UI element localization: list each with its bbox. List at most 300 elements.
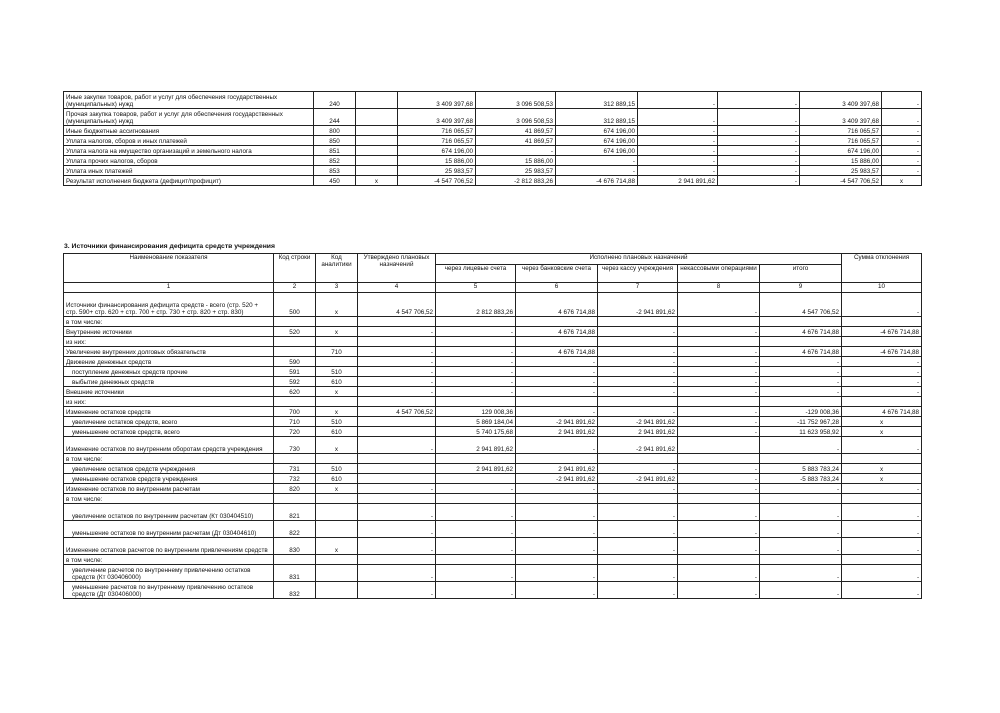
section-title: 3. Источники финансирования дефицита средств учреждения: [64, 243, 275, 250]
cell-cash: -2 941 891,62: [598, 437, 678, 454]
cell-approved: -: [358, 484, 436, 494]
cell-personal: 41 869,57: [476, 126, 556, 136]
cell-noncash: -: [718, 166, 800, 176]
cell-deviation: -: [842, 504, 922, 521]
cell-total: 3 409 397,68: [800, 109, 882, 126]
cell-personal: -: [436, 484, 516, 494]
cell-personal: [436, 397, 516, 407]
cell-name: Изменение остатков средств: [64, 407, 274, 417]
source-row: [64, 582, 922, 599]
cell-deviation: -: [882, 156, 922, 166]
cell-deviation: -: [882, 136, 922, 146]
cell-noncash: -: [678, 582, 760, 599]
cell-bank: -: [516, 367, 598, 377]
cell-noncash: -: [678, 377, 760, 387]
cell-personal: 3 096 508,53: [476, 92, 556, 109]
cell-analytic: 710: [316, 347, 358, 357]
cell-analytic: x: [356, 176, 398, 186]
cell-cash: [598, 337, 678, 347]
header-executed: Исполнено плановых назначений: [436, 254, 842, 265]
cell-analytic: [316, 555, 358, 565]
cell-code: [274, 337, 316, 347]
cell-noncash: -: [678, 407, 760, 417]
source-row: [64, 538, 922, 555]
column-number: 1: [64, 283, 274, 293]
cell-name: Внешние источники: [64, 387, 274, 397]
cell-bank: 2 941 891,62: [516, 464, 598, 474]
financing-sources-table: [63, 253, 922, 599]
cell-analytic: x: [316, 538, 358, 555]
cell-total: -: [760, 565, 842, 582]
cell-deviation: -: [842, 538, 922, 555]
cell-total: [760, 494, 842, 504]
cell-personal: 2 941 891,62: [436, 464, 516, 474]
cell-name: Уплата прочих налогов, сборов: [64, 156, 314, 166]
cell-analytic: 610: [316, 474, 358, 484]
cell-noncash: [678, 397, 760, 407]
cell-approved: -: [358, 367, 436, 377]
cell-approved: [358, 427, 436, 437]
cell-total: [760, 397, 842, 407]
cell-approved: [358, 317, 436, 327]
cell-code: 853: [314, 166, 356, 176]
cell-analytic: [316, 337, 358, 347]
source-row: [64, 484, 922, 494]
cell-noncash: [678, 454, 760, 464]
cell-name: уменьшение остатков средств, всего: [64, 427, 274, 437]
cell-bank: 4 676 714,88: [516, 347, 598, 357]
cell-bank: [516, 317, 598, 327]
cell-approved: [358, 494, 436, 504]
expense-row: [64, 92, 922, 109]
cell-analytic: [316, 454, 358, 464]
cell-approved: [358, 474, 436, 484]
cell-approved: 3 409 397,68: [398, 92, 476, 109]
cell-code: 710: [274, 417, 316, 427]
cell-noncash: -: [678, 504, 760, 521]
column-number: 5: [436, 283, 516, 293]
expense-row: [64, 176, 922, 186]
cell-analytic: [316, 397, 358, 407]
cell-noncash: [678, 317, 760, 327]
source-row: [64, 367, 922, 377]
cell-approved: [358, 397, 436, 407]
cell-personal: 5 740 175,68: [436, 427, 516, 437]
cell-approved: -: [358, 504, 436, 521]
cell-total: -: [760, 377, 842, 387]
cell-deviation: [842, 494, 922, 504]
cell-code: 830: [274, 538, 316, 555]
cell-deviation: x: [842, 427, 922, 437]
cell-total: 3 409 397,68: [800, 92, 882, 109]
cell-bank: 312 889,15: [556, 92, 638, 109]
cell-approved: [358, 555, 436, 565]
cell-analytic: [356, 109, 398, 126]
source-row: [64, 327, 922, 337]
cell-cash: -: [598, 538, 678, 555]
cell-bank: -: [516, 565, 598, 582]
cell-total: -: [760, 387, 842, 397]
source-row: [64, 504, 922, 521]
cell-name: Прочая закупка товаров, работ и услуг для обеспечения государственных (муниципальных) нужд: [64, 109, 314, 126]
cell-cash: -: [638, 166, 718, 176]
cell-analytic: [316, 494, 358, 504]
cell-total: -: [760, 521, 842, 538]
cell-personal: 2 812 883,26: [436, 293, 516, 317]
expense-row: [64, 166, 922, 176]
cell-total: 15 886,00: [800, 156, 882, 166]
cell-noncash: -: [678, 327, 760, 337]
source-row: [64, 293, 922, 317]
source-row: [64, 464, 922, 474]
cell-analytic: x: [316, 484, 358, 494]
cell-noncash: -: [718, 176, 800, 186]
cell-total: -: [760, 357, 842, 367]
cell-personal: -: [436, 521, 516, 538]
cell-personal: 129 008,36: [436, 407, 516, 417]
column-number: 4: [358, 283, 436, 293]
cell-cash: 2 941 891,62: [598, 427, 678, 437]
cell-total: 11 623 958,92: [760, 427, 842, 437]
cell-bank: -4 676 714,88: [556, 176, 638, 186]
column-number: 8: [678, 283, 760, 293]
cell-personal: -: [436, 538, 516, 555]
header-analytic: Код аналитики: [316, 254, 358, 283]
cell-analytic: [356, 166, 398, 176]
cell-code: [274, 347, 316, 357]
cell-personal: 2 941 891,62: [436, 437, 516, 454]
cell-bank: -: [516, 357, 598, 367]
cell-personal: 25 983,57: [476, 166, 556, 176]
cell-name: в том числе:: [64, 454, 274, 464]
cell-deviation: -: [882, 126, 922, 136]
cell-bank: 2 941 891,62: [516, 427, 598, 437]
cell-analytic: [316, 521, 358, 538]
cell-deviation: -: [882, 146, 922, 156]
cell-total: [760, 337, 842, 347]
cell-code: 822: [274, 521, 316, 538]
cell-analytic: [356, 156, 398, 166]
cell-analytic: [356, 146, 398, 156]
cell-deviation: -: [842, 484, 922, 494]
cell-analytic: 610: [316, 377, 358, 387]
cell-noncash: -: [718, 109, 800, 126]
cell-bank: 312 889,15: [556, 109, 638, 126]
source-row: [64, 417, 922, 427]
cell-approved: -: [358, 565, 436, 582]
cell-code: 821: [274, 504, 316, 521]
cell-approved: -: [358, 437, 436, 454]
cell-code: 720: [274, 427, 316, 437]
header-code: Код строки: [274, 254, 316, 283]
cell-name: в том числе:: [64, 317, 274, 327]
cell-approved: 4 547 706,52: [358, 407, 436, 417]
cell-cash: -: [638, 126, 718, 136]
cell-noncash: -: [718, 156, 800, 166]
cell-cash: [598, 397, 678, 407]
cell-analytic: 510: [316, 464, 358, 474]
cell-cash: -2 941 891,62: [598, 293, 678, 317]
cell-analytic: [316, 317, 358, 327]
cell-name: Уплата налога на имущество организаций и земельного налога: [64, 146, 314, 156]
source-row: [64, 565, 922, 582]
cell-approved: 3 409 397,68: [398, 109, 476, 126]
cell-deviation: -: [842, 521, 922, 538]
header-noncash: некассовыми операциями: [678, 265, 760, 283]
cell-personal: -: [436, 357, 516, 367]
cell-total: [760, 454, 842, 464]
cell-deviation: x: [842, 417, 922, 427]
cell-approved: 25 983,57: [398, 166, 476, 176]
cell-bank: [516, 337, 598, 347]
cell-cash: -: [598, 521, 678, 538]
cell-total: -: [760, 582, 842, 599]
cell-bank: -: [556, 156, 638, 166]
cell-code: 731: [274, 464, 316, 474]
cell-code: 520: [274, 327, 316, 337]
cell-noncash: [678, 337, 760, 347]
cell-bank: -: [516, 484, 598, 494]
cell-approved: 4 547 706,52: [358, 293, 436, 317]
cell-total: -: [760, 437, 842, 454]
cell-bank: -: [556, 166, 638, 176]
cell-name: Движение денежных средств: [64, 357, 274, 367]
cell-total: -11 752 967,28: [760, 417, 842, 427]
cell-bank: -2 941 891,62: [516, 417, 598, 427]
cell-deviation: -: [842, 357, 922, 367]
cell-cash: -: [598, 367, 678, 377]
cell-name: Результат исполнения бюджета (дефицит/профицит): [64, 176, 314, 186]
cell-noncash: -: [718, 136, 800, 146]
cell-bank: 4 676 714,88: [516, 293, 598, 317]
cell-code: 240: [314, 92, 356, 109]
cell-noncash: -: [678, 565, 760, 582]
header-name: Наименование показателя: [64, 254, 274, 283]
cell-code: 730: [274, 437, 316, 454]
header-cash: через кассу учреждения: [598, 265, 678, 283]
cell-bank: -: [516, 582, 598, 599]
cell-cash: -: [638, 109, 718, 126]
cell-total: -5 883 783,24: [760, 474, 842, 484]
cell-approved: [358, 337, 436, 347]
source-row: [64, 387, 922, 397]
header-personal: через лицевые счета: [436, 265, 516, 283]
cell-deviation: [842, 337, 922, 347]
cell-code: 700: [274, 407, 316, 417]
cell-code: 500: [274, 293, 316, 317]
cell-personal: 15 886,00: [476, 156, 556, 166]
cell-name: уменьшение остатков по внутренним расчетам (Дт 030404610): [64, 521, 274, 538]
cell-name: уменьшение остатков средств учреждения: [64, 474, 274, 484]
column-number: 2: [274, 283, 316, 293]
cell-deviation: 4 676 714,88: [842, 407, 922, 417]
cell-deviation: -: [842, 437, 922, 454]
cell-analytic: [316, 565, 358, 582]
cell-approved: [358, 417, 436, 427]
cell-approved: [358, 464, 436, 474]
cell-analytic: 510: [316, 417, 358, 427]
cell-deviation: -: [882, 92, 922, 109]
cell-cash: -2 941 891,62: [598, 474, 678, 484]
expenses-table: [63, 91, 922, 186]
cell-deviation: x: [882, 176, 922, 186]
cell-analytic: [316, 357, 358, 367]
cell-name: поступление денежных средств прочие: [64, 367, 274, 377]
cell-noncash: -: [718, 146, 800, 156]
cell-analytic: [356, 126, 398, 136]
cell-personal: [436, 317, 516, 327]
cell-bank: 674 196,00: [556, 126, 638, 136]
cell-name: выбытие денежных средств: [64, 377, 274, 387]
cell-deviation: [842, 397, 922, 407]
cell-personal: 3 096 508,53: [476, 109, 556, 126]
cell-name: Увеличение внутренних долговых обязательств: [64, 347, 274, 357]
cell-cash: [598, 555, 678, 565]
expense-row: [64, 126, 922, 136]
cell-personal: -: [436, 565, 516, 582]
source-row: [64, 437, 922, 454]
cell-cash: -: [638, 156, 718, 166]
cell-noncash: [678, 555, 760, 565]
cell-bank: -: [516, 377, 598, 387]
cell-deviation: -: [842, 387, 922, 397]
cell-cash: -: [598, 504, 678, 521]
cell-code: 832: [274, 582, 316, 599]
cell-total: 4 676 714,88: [760, 327, 842, 337]
cell-approved: [358, 454, 436, 464]
cell-cash: -: [638, 146, 718, 156]
cell-name: из них:: [64, 337, 274, 347]
cell-total: [760, 555, 842, 565]
cell-noncash: -: [678, 417, 760, 427]
cell-analytic: x: [316, 407, 358, 417]
cell-bank: [516, 454, 598, 464]
cell-name: Изменение остатков расчетов по внутренним привлечениям средств: [64, 538, 274, 555]
cell-noncash: -: [678, 367, 760, 377]
cell-approved: 674 196,00: [398, 146, 476, 156]
source-row: [64, 357, 922, 367]
cell-personal: -: [436, 504, 516, 521]
cell-approved: 716 065,57: [398, 136, 476, 146]
cell-total: 4 676 714,88: [760, 347, 842, 357]
cell-name: Внутренние источники: [64, 327, 274, 337]
cell-total: -: [760, 504, 842, 521]
cell-noncash: -: [678, 347, 760, 357]
cell-cash: -: [638, 136, 718, 146]
cell-code: [274, 454, 316, 464]
cell-deviation: -: [842, 367, 922, 377]
cell-name: Изменение остатков по внутренним оборотам средств учреждения: [64, 437, 274, 454]
expense-row: [64, 136, 922, 146]
cell-bank: [516, 494, 598, 504]
source-row: [64, 494, 922, 504]
cell-noncash: -: [678, 484, 760, 494]
cell-approved: -: [358, 538, 436, 555]
cell-bank: -: [516, 387, 598, 397]
cell-code: 850: [314, 136, 356, 146]
expense-row: [64, 156, 922, 166]
column-number: 9: [760, 283, 842, 293]
cell-personal: -: [436, 582, 516, 599]
cell-bank: [516, 397, 598, 407]
cell-analytic: x: [316, 293, 358, 317]
cell-total: -129 008,36: [760, 407, 842, 417]
source-row: [64, 427, 922, 437]
cell-bank: 674 196,00: [556, 136, 638, 146]
header-deviation: Сумма отклонения: [842, 254, 922, 283]
cell-deviation: -: [882, 166, 922, 176]
cell-noncash: -: [678, 538, 760, 555]
cell-deviation: -: [842, 293, 922, 317]
cell-cash: [598, 317, 678, 327]
cell-deviation: x: [842, 464, 922, 474]
cell-noncash: -: [678, 387, 760, 397]
cell-approved: -: [358, 387, 436, 397]
cell-approved: -4 547 706,52: [398, 176, 476, 186]
cell-noncash: -: [678, 357, 760, 367]
cell-bank: -: [516, 504, 598, 521]
cell-analytic: [356, 92, 398, 109]
cell-personal: -: [436, 327, 516, 337]
cell-code: 800: [314, 126, 356, 136]
cell-name: Иные бюджетные ассигнования: [64, 126, 314, 136]
cell-bank: [516, 555, 598, 565]
cell-total: 716 065,57: [800, 126, 882, 136]
cell-code: 244: [314, 109, 356, 126]
cell-analytic: 610: [316, 427, 358, 437]
cell-cash: [598, 454, 678, 464]
cell-analytic: [316, 582, 358, 599]
cell-name: увеличение остатков по внутренним расчетам (Кт 030404510): [64, 504, 274, 521]
cell-cash: -2 941 891,62: [598, 417, 678, 427]
cell-personal: -: [436, 387, 516, 397]
cell-name: из них:: [64, 397, 274, 407]
cell-code: [274, 555, 316, 565]
cell-cash: -: [638, 92, 718, 109]
cell-total: 5 883 783,24: [760, 464, 842, 474]
cell-approved: -: [358, 377, 436, 387]
cell-code: 820: [274, 484, 316, 494]
cell-noncash: [678, 494, 760, 504]
cell-noncash: -: [718, 126, 800, 136]
expense-row: [64, 146, 922, 156]
cell-cash: -: [598, 464, 678, 474]
cell-code: [274, 494, 316, 504]
cell-analytic: x: [316, 437, 358, 454]
cell-cash: -: [598, 387, 678, 397]
cell-deviation: -4 676 714,88: [842, 347, 922, 357]
cell-noncash: -: [678, 521, 760, 538]
cell-deviation: -4 676 714,88: [842, 327, 922, 337]
cell-code: [274, 317, 316, 327]
source-row: [64, 337, 922, 347]
cell-deviation: -: [842, 377, 922, 387]
cell-analytic: [356, 136, 398, 146]
column-number: 7: [598, 283, 678, 293]
cell-code: 450: [314, 176, 356, 186]
source-row: [64, 317, 922, 327]
cell-cash: -: [598, 347, 678, 357]
expense-row: [64, 109, 922, 126]
cell-deviation: -: [842, 565, 922, 582]
cell-total: 25 983,57: [800, 166, 882, 176]
cell-name: Иные закупки товаров, работ и услуг для обеспечения государственных (муниципальных) нужд: [64, 92, 314, 109]
cell-bank: 674 196,00: [556, 146, 638, 156]
cell-cash: -: [598, 484, 678, 494]
cell-cash: -: [598, 377, 678, 387]
cell-personal: -: [436, 377, 516, 387]
cell-noncash: -: [678, 293, 760, 317]
